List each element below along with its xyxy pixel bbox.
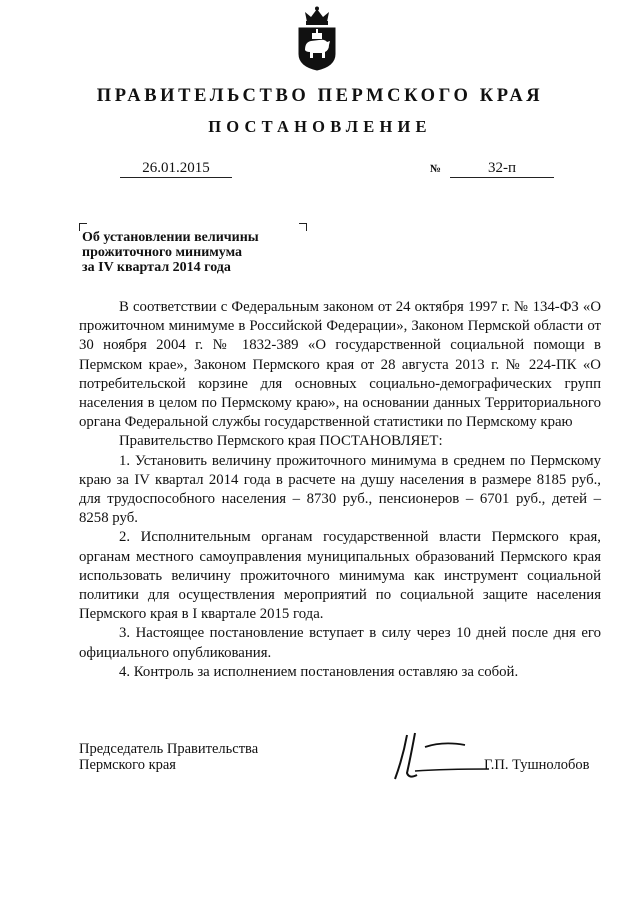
signatory-name: Г.П. Тушнолобов xyxy=(484,757,590,773)
document-type: ПОСТАНОВЛЕНИЕ xyxy=(208,117,432,136)
clause-2: 2. Исполнительным органам государственной власти Пермского края, органам местного самоуправления муниципальных образований Пермского края использовать величину прожиточного минимума как инструмент социальной политики для осуществления мероприятий по социальной защите населения Пермского края в I квартале 2015 года. xyxy=(79,529,601,623)
signatory-position-line1: Председатель Правительства xyxy=(79,741,259,757)
clause-4: 4. Контроль за исполнением постановления оставляю за собой. xyxy=(119,663,519,680)
handwritten-signature xyxy=(385,727,495,789)
clause-3: 3. Настоящее постановление вступает в силу через 10 дней после дня его официального опубликования. xyxy=(79,625,601,661)
number-sign: № xyxy=(430,163,442,175)
subject-line: Об установлении величины xyxy=(82,230,259,245)
subject-line: прожиточного минимума xyxy=(82,245,243,260)
bear-emblem-icon xyxy=(293,6,341,72)
resolution-statement: Правительство Пермского края ПОСТАНОВЛЯЕТ: xyxy=(119,433,443,450)
document-date: 26.01.2015 xyxy=(120,160,232,178)
preamble-paragraph: В соответствии с Федеральным законом от 24 октября 1997 г. № 134-ФЗ «О прожиточном минимуме в Российской Федерации», Законом Пермской области от 30 ноября 2004 г. № 1832-389 «О государственной социальной помощи в Пермском крае», Законом Пермского края от 28 августа 2013 г. № 224-ПК «О потребительской корзине для основных социально-демографических групп населения в целом по Пермскому краю», на основании данных Территориального органа Федеральной службы государственной статистики по Пермскому краю xyxy=(79,299,601,431)
clause-1: 1. Установить величину прожиточного минимума в среднем по Пермскому краю за IV квартал 2014 года в расчете на душу населения в размере 8185 руб., для трудоспособного населения – 8730 руб., пенсионеров – 6701 руб., детей – 8258 руб. xyxy=(79,452,601,527)
subject-corner-right xyxy=(299,223,307,231)
subject-line: за IV квартал 2014 года xyxy=(82,260,231,275)
document-body xyxy=(79,298,601,682)
signature-scribble-icon xyxy=(385,727,495,789)
coat-of-arms-emblem xyxy=(293,6,341,72)
signatory-position-line2: Пермского края xyxy=(79,757,176,773)
government-title: ПРАВИТЕЛЬСТВО ПЕРМСКОГО КРАЯ xyxy=(96,86,544,106)
document-subject xyxy=(82,230,292,275)
document-number: 32-п xyxy=(450,160,554,178)
